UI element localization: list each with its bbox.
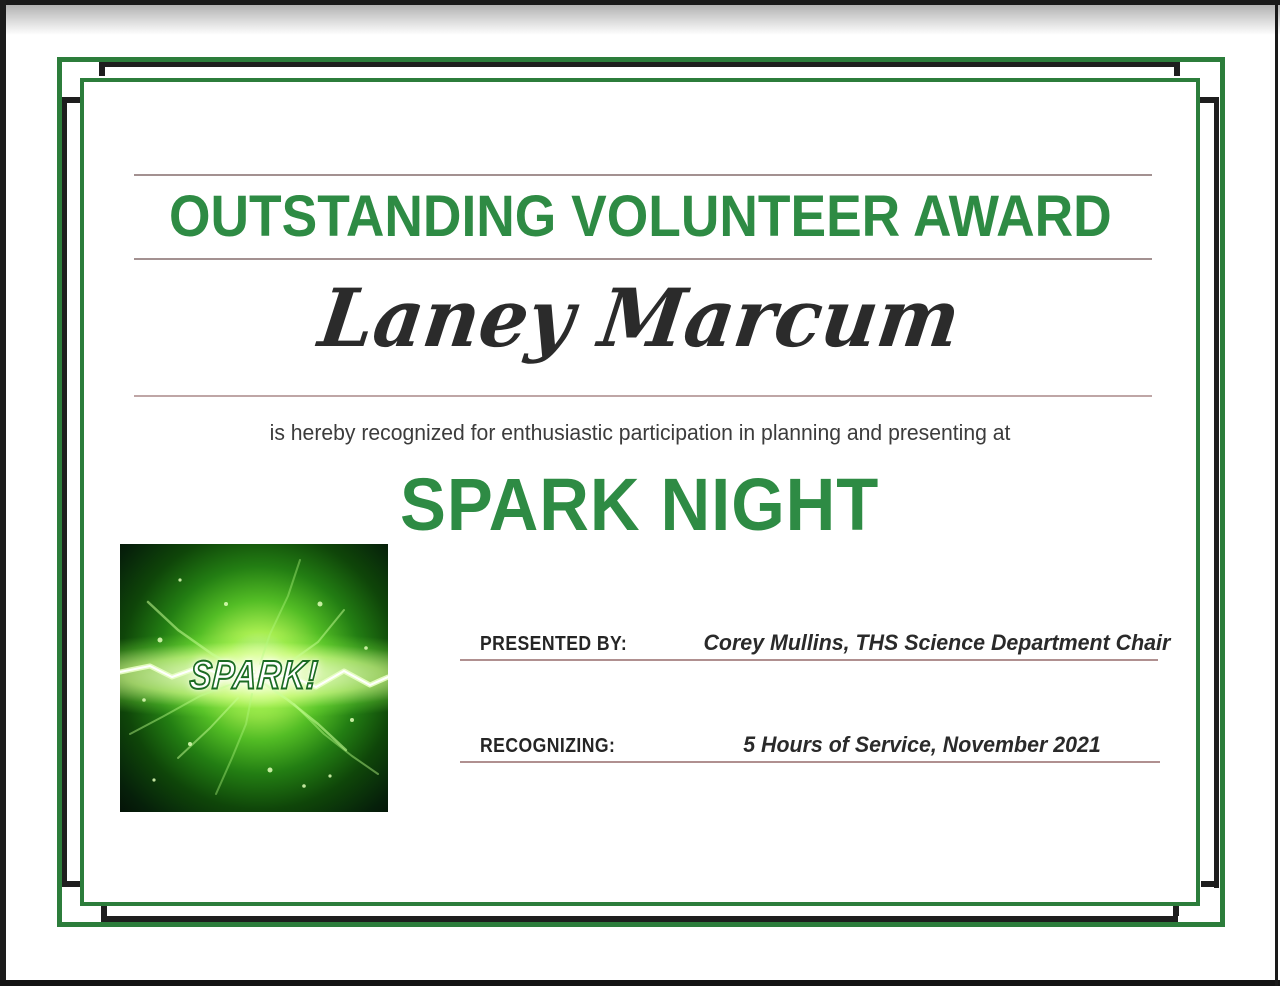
recognition-statement-text: is hereby recognized for enthusiastic participation in planning and presenting at bbox=[269, 420, 1011, 445]
black-frame-top bbox=[99, 62, 1177, 67]
recipient-name bbox=[84, 266, 1196, 370]
black-frame-corner-stub bbox=[62, 881, 80, 887]
viewer-left-edge bbox=[0, 0, 6, 986]
black-frame-corner-stub bbox=[62, 97, 80, 103]
black-frame-left bbox=[62, 97, 67, 884]
recognizing-value: 5 Hours of Service, November 2021 bbox=[743, 732, 1101, 757]
certificate-page bbox=[80, 78, 1200, 906]
recognition-statement bbox=[84, 419, 1196, 446]
title-top-rule bbox=[134, 174, 1152, 176]
event-name-text: SPARK NIGHT bbox=[400, 463, 880, 546]
presented-by-value: Corey Mullins, THS Science Department Chair bbox=[703, 630, 1171, 655]
black-frame-corner-stub bbox=[1174, 62, 1180, 76]
viewer-right-edge bbox=[1275, 0, 1278, 986]
page-top-shadow bbox=[0, 5, 1280, 35]
event-name bbox=[84, 464, 1196, 545]
black-frame-corner-stub bbox=[1200, 97, 1219, 103]
black-frame-corner-stub bbox=[99, 62, 105, 76]
presented-by-row bbox=[460, 630, 1171, 661]
certificate-title bbox=[84, 185, 1196, 249]
black-frame-corner-stub bbox=[1201, 881, 1219, 887]
presented-by-label: PRESENTED BY: bbox=[480, 633, 628, 655]
recognizing-row bbox=[460, 732, 1160, 763]
title-bottom-rule bbox=[134, 258, 1152, 260]
recognizing-label: RECOGNIZING: bbox=[480, 735, 616, 757]
viewer-bottom-edge bbox=[0, 980, 1280, 986]
black-frame-bottom bbox=[101, 916, 1178, 922]
name-underline-rule bbox=[134, 395, 1152, 397]
spark-lightning-image bbox=[120, 544, 388, 812]
recipient-name-text: Laney Marcum bbox=[314, 271, 966, 365]
spark-badge-text: SPARK! bbox=[188, 653, 320, 698]
certificate-title-text: OUTSTANDING VOLUNTEER AWARD bbox=[168, 184, 1112, 249]
black-frame-right bbox=[1214, 97, 1219, 888]
